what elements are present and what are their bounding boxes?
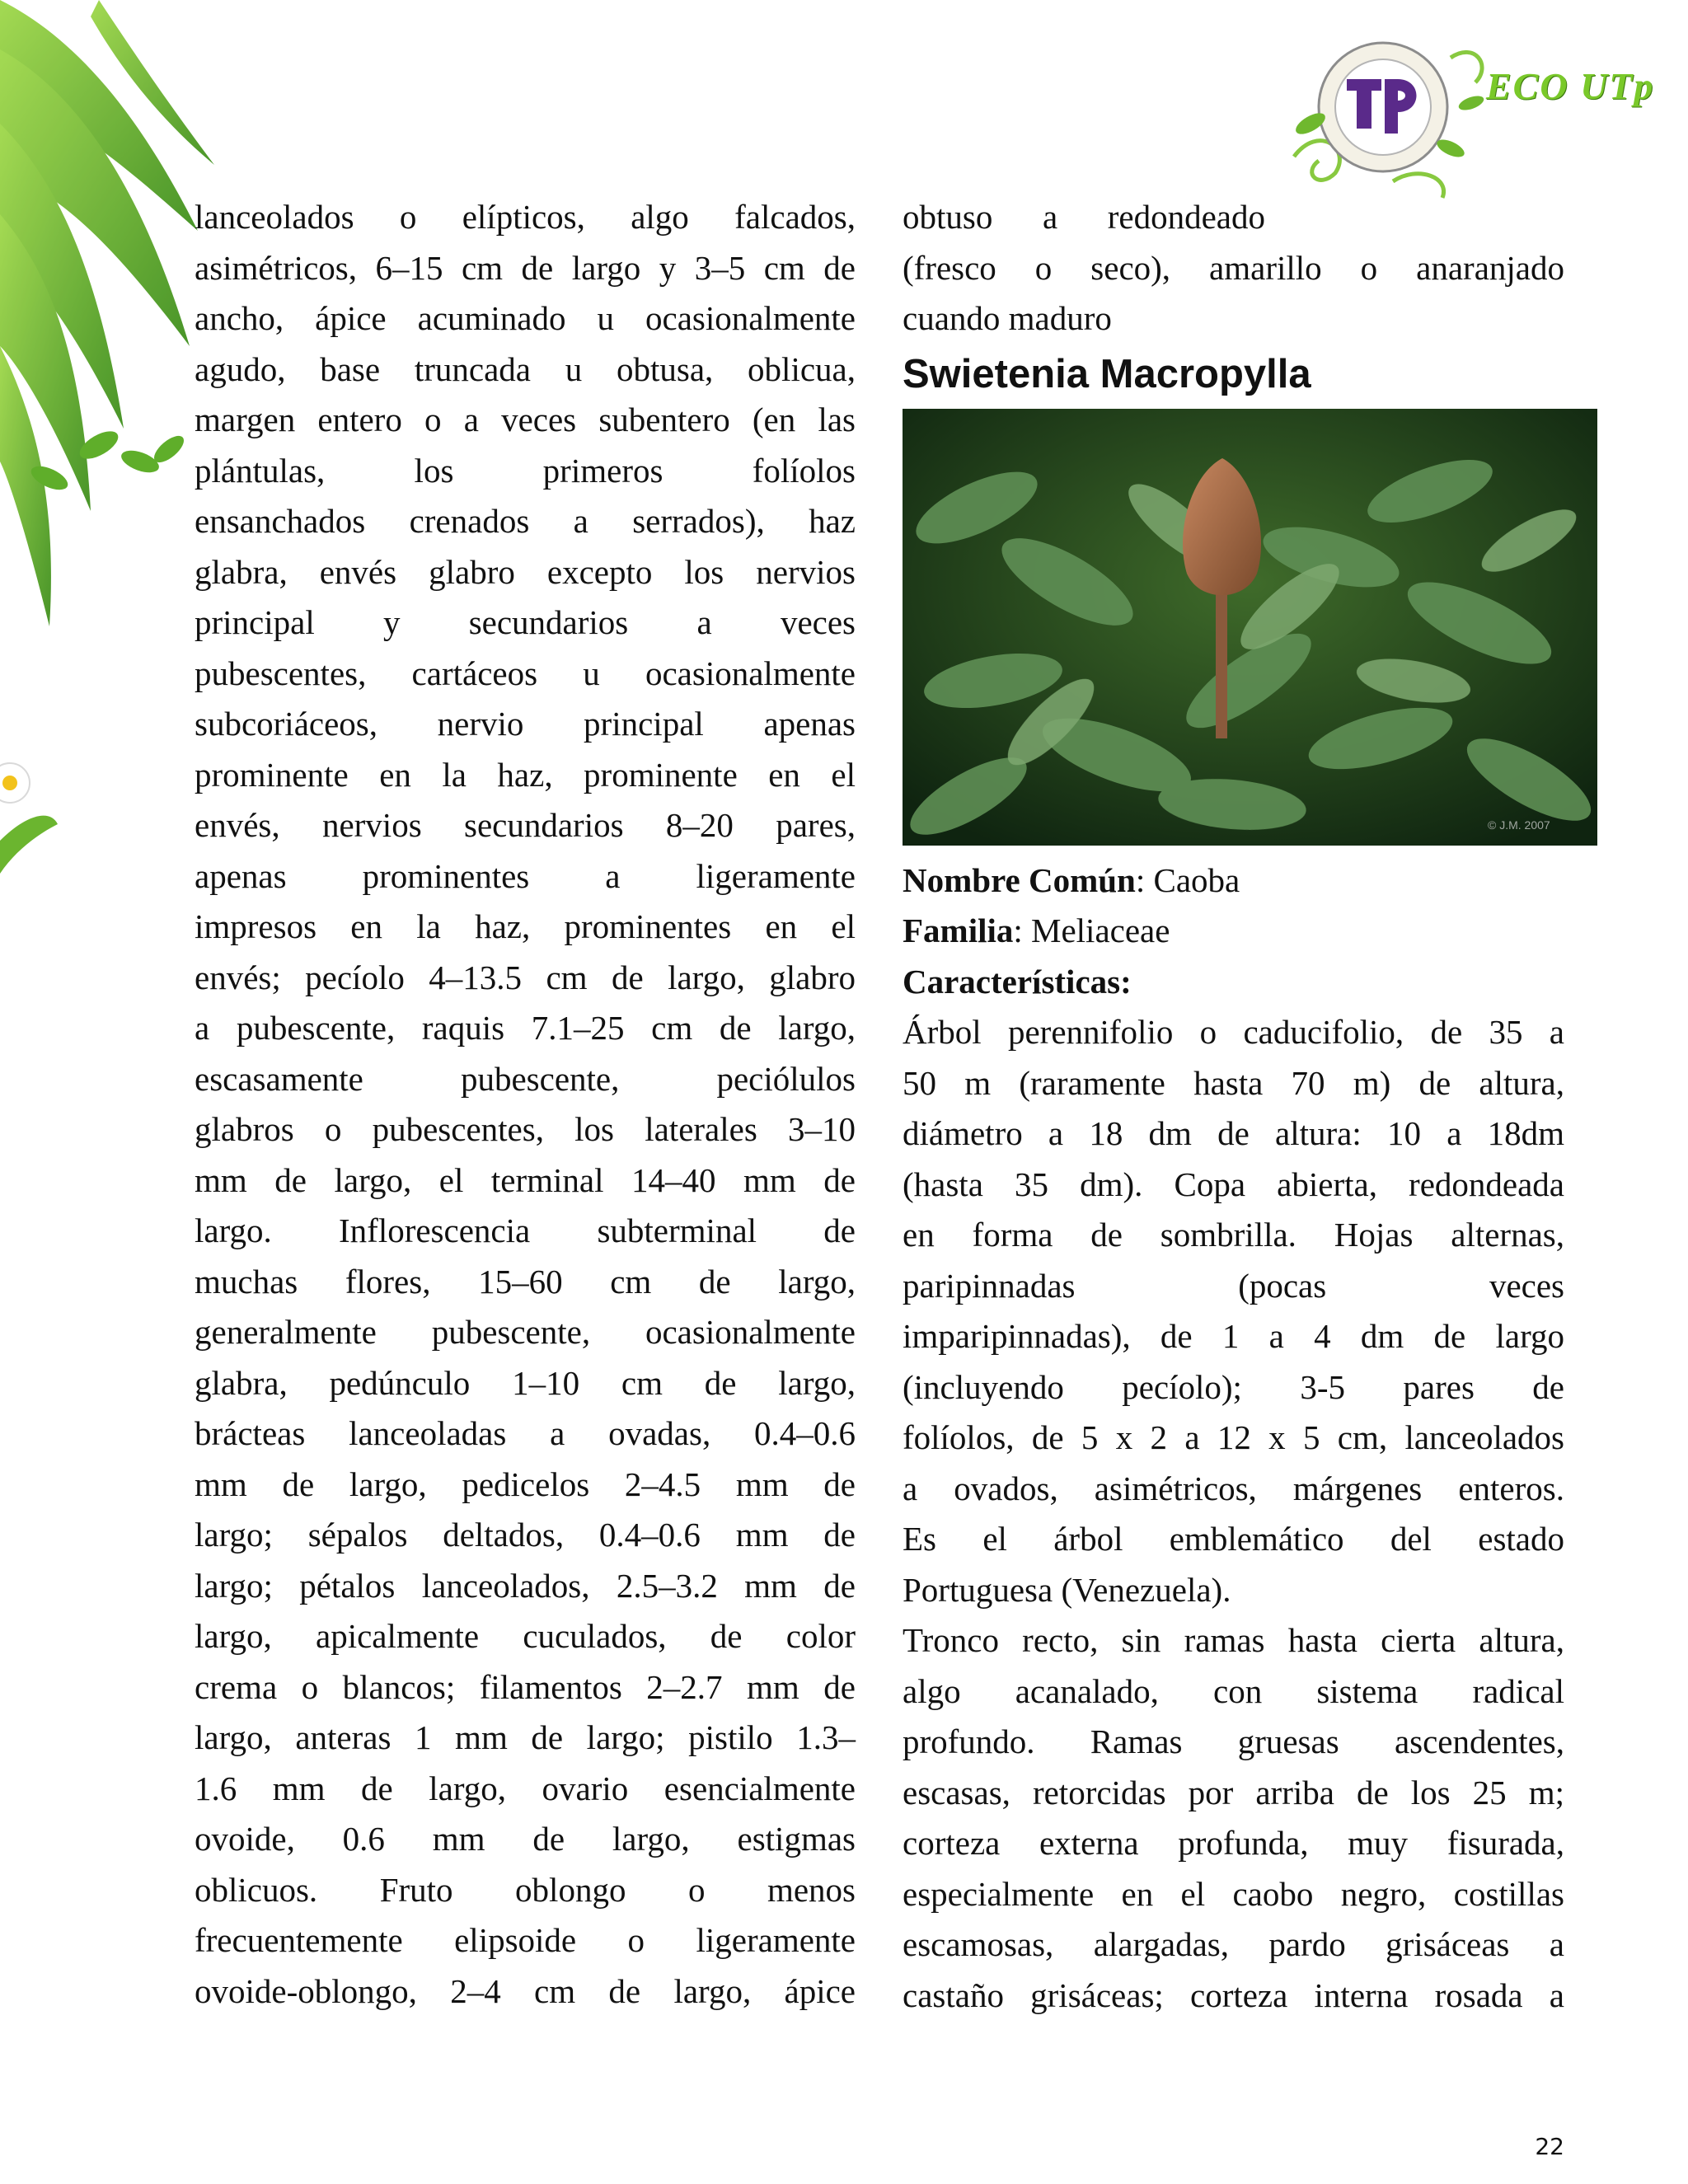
text-line: cuando maduro <box>903 299 1112 337</box>
text-line: (incluyendo pecíolo); 3-5 pares de <box>903 1367 1564 1406</box>
text-line: lanceolados o elípticos, algo falcados, <box>195 198 856 236</box>
text-line: ancho, ápice acuminado u ocasionalmente <box>195 299 856 337</box>
text-line: glabra, envés glabro excepto los nervios <box>195 552 856 591</box>
continuation-paragraph <box>903 192 1564 344</box>
logo-text: ECO UTp <box>1486 65 1655 107</box>
common-name-label: Nombre Común <box>903 860 1136 899</box>
text-line: a ovados, asimétricos, márgenes enteros. <box>903 1469 1564 1507</box>
characteristics-label: Características: <box>903 962 1132 1001</box>
text-line: escasamente pubescente, peciólulos <box>195 1059 856 1098</box>
eco-utp-logo <box>1286 25 1673 206</box>
text-line: profundo. Ramas gruesas ascendentes, <box>903 1722 1564 1760</box>
text-line: plántulas, los primeros folíolos <box>195 451 856 490</box>
family <box>903 906 1564 957</box>
photo-watermark: © J.M. 2007 <box>1488 818 1550 832</box>
text-line: en forma de sombrilla. Hojas alternas, <box>903 1216 1564 1254</box>
family-label: Familia <box>903 912 1014 949</box>
text-line: envés; pecíolo 4–13.5 cm de largo, glabro <box>195 958 856 996</box>
mahogany-photo <box>903 409 1597 846</box>
text-line: oblicuos. Fruto oblongo o menos <box>195 1870 856 1909</box>
text-line: corteza externa profunda, muy fisurada, <box>903 1824 1564 1862</box>
text-line: muchas flores, 15–60 cm de largo, <box>195 1262 856 1301</box>
text-line: castaño grisáceas; corteza interna rosada a <box>903 1975 1564 2014</box>
text-line: pubescentes, cartáceos u ocasionalmente <box>195 654 856 692</box>
text-line: ensanchados crenados a serrados), haz <box>195 502 856 540</box>
right-column <box>903 192 1564 2021</box>
text-line: largo; sépalos deltados, 0.4–0.6 mm de <box>195 1516 856 1554</box>
text-line: ovoide, 0.6 mm de largo, estigmas <box>195 1820 856 1858</box>
text-line: a pubescente, raquis 7.1–25 cm de largo, <box>195 1009 856 1047</box>
text-line: Portuguesa (Venezuela). <box>903 1570 1231 1609</box>
text-line: (hasta 35 dm). Copa abierta, redondeada <box>903 1165 1564 1203</box>
text-line: ovoide-oblongo, 2–4 cm de largo, ápice <box>195 1971 856 2010</box>
text-line: (fresco o seco), amarillo o anaranjado <box>903 248 1564 287</box>
characteristics-paragraph-2 <box>903 1615 1564 2021</box>
text-line: mm de largo, pedicelos 2–4.5 mm de <box>195 1465 856 1503</box>
text-line: largo, anteras 1 mm de largo; pistilo 1.3– <box>195 1718 856 1756</box>
text-line: apenas prominentes a ligeramente <box>195 856 856 895</box>
text-line: generalmente pubescente, ocasionalmente <box>195 1313 856 1351</box>
text-line: obtuso a redondeado <box>903 198 1265 236</box>
text-line: Árbol perennifolio o caducifolio, de 35 a <box>903 1013 1564 1051</box>
common-name-value: : Caoba <box>1135 860 1240 899</box>
text-line: mm de largo, el terminal 14–40 mm de <box>195 1160 856 1199</box>
text-line: impresos en la haz, prominentes en el <box>195 907 856 945</box>
text-line: paripinnadas (pocas veces <box>903 1266 1564 1305</box>
left-column <box>195 192 856 2017</box>
text-line: frecuentemente elipsoide o ligeramente <box>195 1921 856 1959</box>
text-line: largo, apicalmente cuculados, de color <box>195 1617 856 1655</box>
text-line: largo; pétalos lanceolados, 2.5–3.2 mm de <box>195 1566 856 1605</box>
text-line: diámetro a 18 dm de altura: 10 a 18dm <box>903 1114 1564 1152</box>
page-number: 22 <box>1535 2133 1564 2160</box>
text-line: algo acanalado, con sistema radical <box>903 1671 1564 1710</box>
text-line: asimétricos, 6–15 cm de largo y 3–5 cm de <box>195 248 856 287</box>
text-line: prominente en la haz, prominente en el <box>195 755 856 794</box>
species-title: Swietenia Macropylla <box>903 351 1311 396</box>
text-line: subcoriáceos, nervio principal apenas <box>195 705 856 743</box>
common-name <box>903 855 1564 907</box>
text-line: Es el árbol emblemático del estado <box>903 1520 1564 1558</box>
text-line: 50 m (raramente hasta 70 m) de altura, <box>903 1063 1564 1102</box>
text-line: brácteas lanceoladas a ovadas, 0.4–0.6 <box>195 1414 856 1452</box>
text-line: especialmente en el caobo negro, costillas <box>903 1874 1564 1913</box>
family-value: : Meliaceae <box>1013 912 1170 949</box>
text-line: 1.6 mm de largo, ovario esencialmente <box>195 1769 856 1807</box>
text-line: agudo, base truncada u obtusa, oblicua, <box>195 349 856 388</box>
text-line: glabra, pedúnculo 1–10 cm de largo, <box>195 1363 856 1402</box>
text-line: largo. Inflorescencia subterminal de <box>195 1212 856 1249</box>
description-paragraph <box>195 192 856 2017</box>
text-line: Tronco recto, sin ramas hasta cierta altura, <box>903 1621 1564 1659</box>
text-line: imparipinnadas), de 1 a 4 dm de largo <box>903 1317 1564 1355</box>
text-line: margen entero o a veces subentero (en las <box>195 401 856 438</box>
text-line: folíolos, de 5 x 2 a 12 x 5 cm, lanceolados <box>903 1418 1564 1456</box>
text-line: crema o blancos; filamentos 2–2.7 mm de <box>195 1667 856 1706</box>
text-line: escamosas, alargadas, pardo grisáceas a <box>903 1925 1564 1963</box>
text-line: principal y secundarios a veces <box>195 603 856 641</box>
text-line: escasas, retorcidas por arriba de los 25 m; <box>903 1773 1564 1811</box>
text-line: envés, nervios secundarios 8–20 pares, <box>195 806 856 844</box>
text-line: glabros o pubescentes, los laterales 3–10 <box>195 1110 856 1148</box>
characteristics-paragraph-1 <box>903 1007 1564 1615</box>
